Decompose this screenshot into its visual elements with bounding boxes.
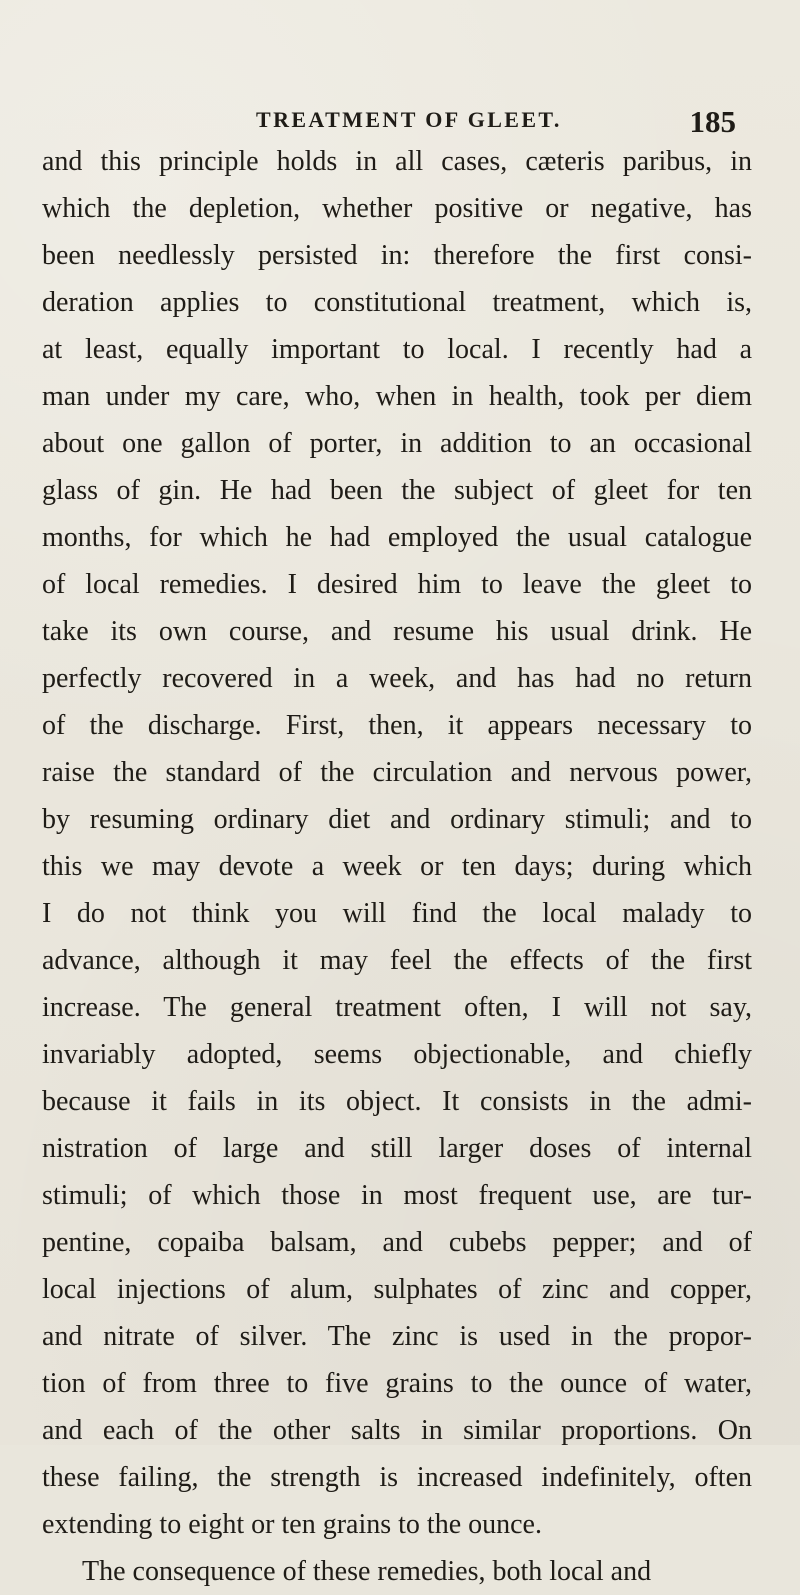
text-line: and nitrate of silver. The zinc is used in the propor- [42, 1321, 752, 1352]
text-line: about one gallon of porter, in addition to an occasional [42, 428, 752, 459]
text-line: pentine, copaiba balsam, and cubebs pepper; and of [42, 1227, 752, 1258]
text-line: and this principle holds in all cases, cæteris paribus, in [42, 146, 752, 177]
text-line: because it fails in its object. It consists in the admi- [42, 1086, 752, 1117]
text-line: increase. The general treatment often, I will not say, [42, 992, 752, 1023]
text-line: local injections of alum, sulphates of zinc and copper, [42, 1274, 752, 1305]
text-line: of the discharge. First, then, it appears necessary to [42, 710, 752, 741]
page-number: 185 [689, 104, 736, 139]
text-line: The consequence of these remedies, both local and [82, 1556, 652, 1587]
text-line: and each of the other salts in similar proportions. On [42, 1415, 752, 1446]
text-line: glass of gin. He had been the subject of gleet for ten [42, 475, 752, 506]
text-line: nistration of large and still larger doses of internal [42, 1133, 752, 1164]
text-line: by resuming ordinary diet and ordinary stimuli; and to [42, 804, 752, 835]
text-line: this we may devote a week or ten days; during which [42, 851, 752, 882]
text-line: these failing, the strength is increased indefinitely, often [42, 1462, 752, 1493]
text-line: months, for which he had employed the usual catalogue [42, 522, 752, 553]
text-line: extending to eight or ten grains to the ounce. [42, 1509, 542, 1540]
main-text [42, 138, 752, 1595]
text-line: man under my care, who, when in health, took per diem [42, 381, 752, 412]
text-line: at least, equally important to local. I recently had a [42, 334, 752, 365]
text-line: been needlessly persisted in: therefore the first consi- [42, 240, 752, 271]
text-line: perfectly recovered in a week, and has had no return [42, 663, 752, 694]
text-line: I do not think you will find the local malady to [42, 898, 752, 929]
text-line: of local remedies. I desired him to leave the gleet to [42, 569, 752, 600]
running-title: TREATMENT OF GLEET. [256, 107, 562, 132]
text-line: stimuli; of which those in most frequent use, are tur- [42, 1180, 752, 1211]
text-line: advance, although it may feel the effects of the first [42, 945, 752, 976]
text-line: raise the standard of the circulation and nervous power, [42, 757, 752, 788]
text-line: invariably adopted, seems objectionable, and chiefly [42, 1039, 752, 1070]
text-line: deration applies to constitutional treatment, which is, [42, 287, 752, 318]
text-line: tion of from three to five grains to the ounce of water, [42, 1368, 752, 1399]
text-line: take its own course, and resume his usual drink. He [42, 616, 752, 647]
text-line: which the depletion, whether positive or negative, has [42, 193, 752, 224]
